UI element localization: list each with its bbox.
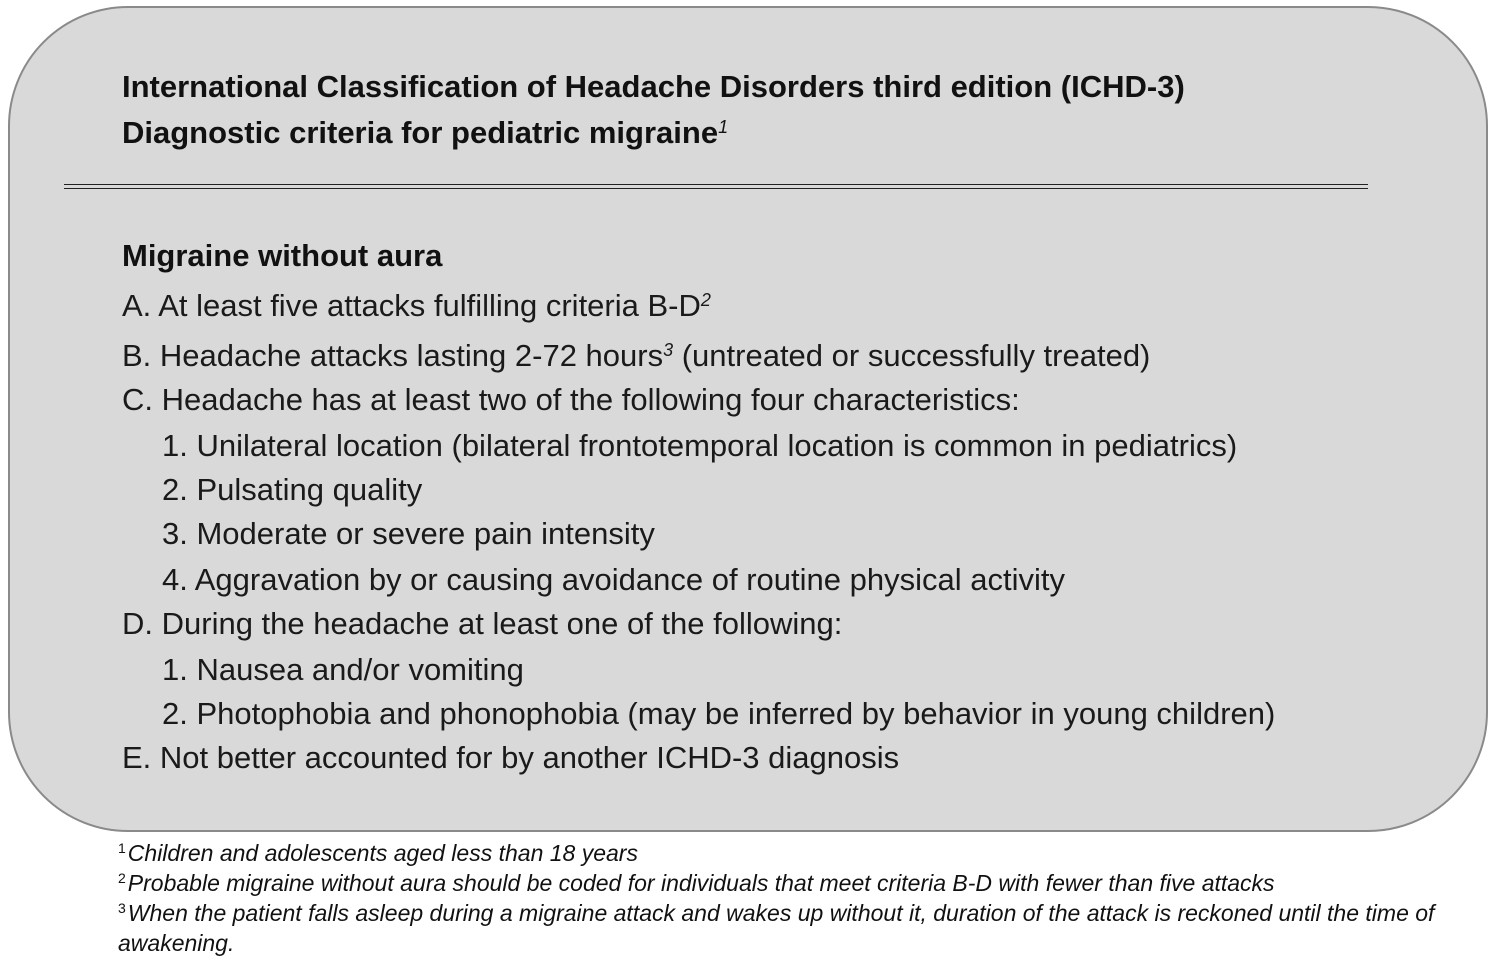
footnote-ref-2: 2 xyxy=(700,290,711,310)
criterion-d: D. During the headache at least one of the following: xyxy=(122,606,843,641)
criterion-c-4: 4. Aggravation by or causing avoidance of routine physical activity xyxy=(162,562,1065,597)
footnote-1-mark: 1 xyxy=(118,840,126,856)
criterion-b-tail: (untreated or successfully treated) xyxy=(673,338,1151,373)
criterion-d-2: 2. Photophobia and phonophobia (may be inferred by behavior in young children) xyxy=(162,696,1276,731)
criterion-c-1: 1. Unilateral location (bilateral frontotemporal location is common in pediatrics) xyxy=(162,428,1238,463)
footnote-1 xyxy=(118,838,1478,868)
footnote-3-text: When the patient falls asleep during a migraine attack and wakes up without it, duration of the attack is reckoned until the time of awakening. xyxy=(118,900,1435,956)
footnote-3 xyxy=(118,898,1478,958)
footnotes xyxy=(118,838,1478,958)
footnote-2-mark: 2 xyxy=(118,870,126,886)
double-divider xyxy=(64,184,1368,189)
footnote-1-text: Children and adolescents aged less than 18 years xyxy=(127,840,638,866)
document-title xyxy=(122,64,1185,156)
criterion-b xyxy=(122,336,1150,376)
criterion-e: E. Not better accounted for by another ICHD-3 diagnosis xyxy=(122,740,900,775)
criterion-c-2: 2. Pulsating quality xyxy=(162,472,423,507)
footnote-ref-1: 1 xyxy=(718,117,729,137)
footnote-ref-3: 3 xyxy=(663,340,674,360)
title-line-2 xyxy=(122,110,1185,156)
criterion-b-text: B. Headache attacks lasting 2-72 hours xyxy=(122,338,664,373)
title-line-2-text: Diagnostic criteria for pediatric migraine xyxy=(122,115,719,150)
footnote-2 xyxy=(118,868,1478,898)
criterion-c: C. Headache has at least two of the following four characteristics: xyxy=(122,382,1020,417)
footnote-3-mark: 3 xyxy=(118,900,126,916)
criterion-d-1: 1. Nausea and/or vomiting xyxy=(162,652,524,687)
footnote-2-text: Probable migraine without aura should be coded for individuals that meet criteria B-D with fewer than five attacks xyxy=(127,870,1275,896)
criterion-c-3: 3. Moderate or severe pain intensity xyxy=(162,516,655,551)
section-heading: Migraine without aura xyxy=(122,238,443,273)
title-line-1: International Classification of Headache Disorders third edition (ICHD-3) xyxy=(122,69,1185,104)
criterion-a-text: A. At least five attacks fulfilling criteria B-D xyxy=(122,288,701,323)
criterion-a xyxy=(122,286,711,326)
